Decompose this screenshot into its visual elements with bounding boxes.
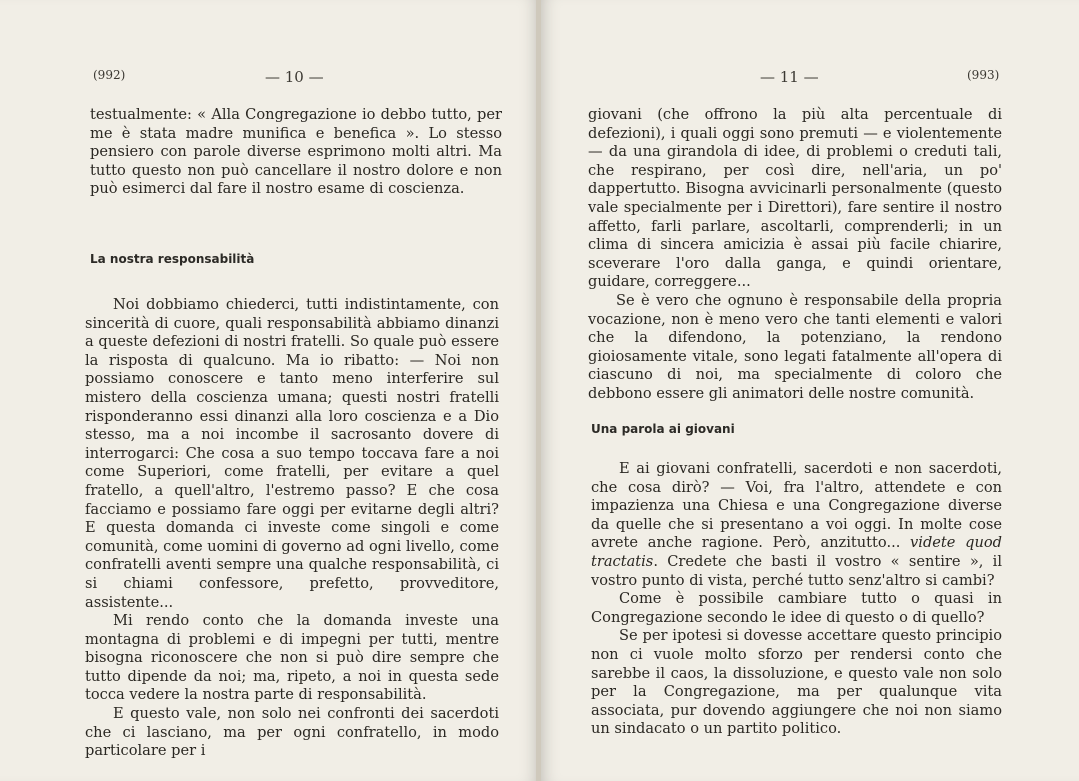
paragraph: Noi dobbiamo chiederci, tutti indistintamente, con sincerità di cuore, quali responsabilità abbiamo dinanzi a queste defezioni di nostri fratelli. So quale può essere la risposta di qualcuno. Ma io ribatto: — Noi non possiamo conoscere e tanto meno interferire sul mistero della coscienza umana; questi nostri fratelli risponderanno essi dinanzi alla loro coscienza e a Dio stesso, ma a noi incombe il sacrosanto dovere di interrogarci: Che cosa a suo tempo toccava fare a noi come Superiori, come fratelli, per evitare a quel fratello, a quell'altro, l'estremo passo? E che cosa facciamo e possiamo fare oggi per evitarne degli altri? E questa domanda ci investe come singoli e come comunità, come uomini di governo ad ogni livello, come confratelli aventi sempre una qualche responsabilità, ci si chiami confessore, prefetto, provveditore, assistente... xyxy=(85,296,499,611)
right-body-text-bottom xyxy=(591,460,1002,739)
paragraph: Mi rendo conto che la domanda investe una montagna di problemi e di impegni per tutti, mentre bisogna riconoscere che non si può dire sempre che tutto dipende da noi; ma, ripeto, a noi in questa sede tocca vedere la nostra parte di responsabilità. xyxy=(85,612,499,704)
paragraph: Come è possibile cambiare tutto o quasi in Congregazione secondo le idee di questo o di quello? xyxy=(591,590,1002,626)
right-bracket-number: (993) xyxy=(967,68,1000,82)
text-run: E ai giovani confratelli, sacerdoti e non sacerdoti, che cosa dirò? — Voi, fra l'altro, attendete e con impazienza una Chiesa e una Congregazione diverse da quelle che si presentano a voi oggi. In molte cose avrete anche ragione. Però, anzitutto... xyxy=(591,460,1002,552)
right-page xyxy=(541,0,1079,781)
left-body-text xyxy=(85,296,499,761)
right-body-text-top xyxy=(588,106,1002,404)
left-page xyxy=(0,0,538,781)
text-run: . Credete che basti il vostro « sentire », il vostro punto di vista, perché tutto senz'altro si cambi? xyxy=(591,552,1002,589)
section-heading-giovani: Una parola ai giovani xyxy=(591,422,735,436)
right-page-number: — 11 — xyxy=(760,68,819,86)
paragraph: E questo vale, non solo nei confronti dei sacerdoti che ci lasciano, ma per ogni confratello, in modo particolare per i xyxy=(85,705,499,760)
left-paragraph-top xyxy=(90,106,502,199)
paragraph: Se per ipotesi si dovesse accettare questo principio non ci vuole molto sforzo per rendersi conto che sarebbe il caos, la dissoluzione, e questo vale non solo per la Congregazione, ma per qualunque vita associata, pur dovendo aggiungere che noi non siamo un sindacato o un partito politico. xyxy=(591,627,1002,738)
paragraph: giovani (che offrono la più alta percentuale di defezioni), i quali oggi sono premuti — e violentemente — da una girandola di idee, di problemi o creduti tali, che respirano, per così dire, nell'aria, un po' dappertutto. Bisogna avvicinarli personalmente (questo vale specialmente per i Direttori), fare sentire il nostro affetto, farli parlare, ascoltarli, comprenderli; in un clima di sincera amicizia è assai più facile chiarire, sceverare l'oro dalla ganga, e quindi orientare, guidare, correggere... xyxy=(588,106,1002,291)
section-heading-responsabilita: La nostra responsabilità xyxy=(90,252,255,266)
left-bracket-number: (992) xyxy=(93,68,126,82)
latin-phrase: videte quod tractatis xyxy=(591,534,1002,570)
left-page-number: — 10 — xyxy=(265,68,324,86)
paragraph: Se è vero che ognuno è responsabile della propria vocazione, non è meno vero che tanti elementi e valori che la difendono, la potenziano, la rendono gioiosamente vitale, sono legati fatalmente all'opera di ciascuno di noi, ma specialmente di coloro che debbono essere gli animatori delle nostre comunità. xyxy=(588,291,1002,402)
paragraph xyxy=(591,460,1002,590)
paragraph: testualmente: « Alla Congregazione io debbo tutto, per me è stata madre munifica e benefica ». Lo stesso pensiero con parole diverse esprimono molti altri. Ma tutto questo non può cancellare il nostro dolore e non può esimerci dal fare il nostro esame di coscienza. xyxy=(90,106,502,198)
